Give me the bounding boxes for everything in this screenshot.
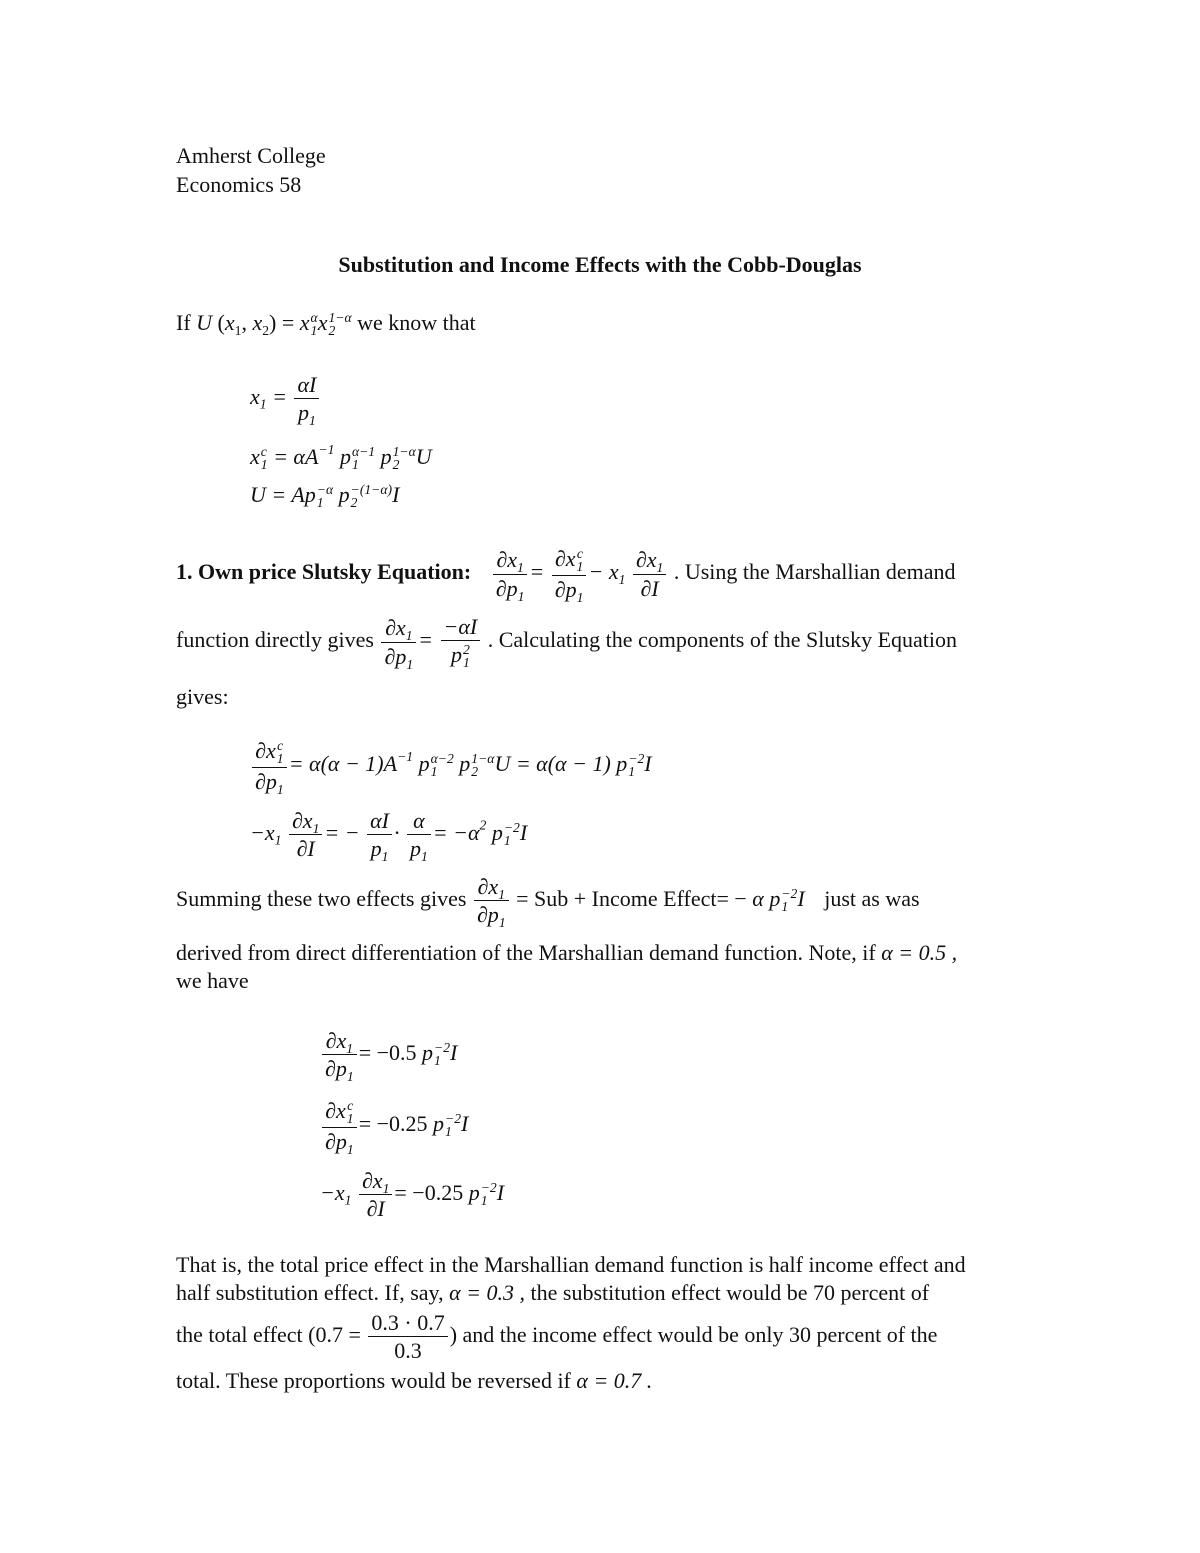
conclusion-line-2 [176, 1280, 929, 1306]
conclusion-3-suffix: ) and the income effect would be only 30 percent of the [449, 1321, 938, 1347]
institution: Amherst College [176, 143, 326, 168]
alpha-half-value: α = 0.5 , [881, 940, 958, 965]
conclusion-2-prefix: half substitution effect. If, say, [176, 1280, 444, 1305]
sub-income-text: = Sub + Income Effect= − [516, 885, 747, 911]
substitution-effect-half: ∂x c 1 $\partial p_1$ = −0.25 p −2 1 I [320, 1098, 468, 1154]
indirect-utility-equation: U = Ap −α 1 p −(1−α) 2 I [250, 482, 400, 510]
derived-line [176, 940, 957, 966]
direct-derivative-line [176, 614, 957, 670]
summing-prefix: Summing these two effects gives [176, 885, 467, 911]
slutsky-line [176, 546, 956, 605]
slutsky-after-text: . Using the Marshallian demand [673, 559, 956, 585]
substitution-effect-equation: ∂x c 1 $\partial p_1$ = $\alpha(\alpha - 1)A^{-1}$ p α−2 1 p 1−α 2 U = α(α − 1) p −2 1 I [250, 738, 652, 794]
document-title: Substitution and Income Effects with the Cobb-Douglas [338, 252, 862, 277]
income-effect-equation: $-x_1$ $\frac{\partial x_1}{\partial I}$ = − $\frac{\alpha I}{p_1}$ · $\frac{\alpha}{p_1}$ = $-\alpha^2$ p −2 1 I [250, 808, 528, 865]
direct-prefix: function directly gives [176, 627, 374, 653]
intro-line: If U ($x_1$, $x_2) = x$ α 1 x 1−α 2 we know that [176, 310, 476, 338]
intro-suffix: we know that [357, 310, 476, 335]
compensated-demand-equation: x c 1 = $\alpha A^{-1}$ p α−1 1 p 1−α 2 U [250, 441, 432, 472]
conclusion-line-3 [176, 1310, 937, 1364]
summing-suffix: just as was [824, 885, 920, 911]
conclusion-line-1: That is, the total price effect in the Marshallian demand function is half income effect and [176, 1252, 966, 1277]
alpha-07-value: α = 0.7 . [576, 1368, 653, 1393]
intro-prefix: If [176, 310, 191, 335]
section1-heading: 1. Own price Slutsky Equation: [176, 559, 472, 585]
marshallian-demand-equation: $x_1$ = $\frac{\alpha I}{p_1}$ [250, 372, 321, 426]
conclusion-3-prefix: the total effect ( [176, 1321, 316, 1347]
derived-text: derived from direct differentiation of the Marshallian demand function. Note, if [176, 940, 876, 965]
conclusion-line-4 [176, 1368, 652, 1394]
fraction-lhs: 0.7 = [315, 1321, 361, 1347]
conclusion-4-prefix: total. These proportions would be reversed if [176, 1368, 571, 1393]
summing-line: Summing these two effects gives $\frac{\partial x_1}{\partial p_1}$ = Sub + Income Effect= − α p −2 1 I just as was [176, 874, 920, 931]
percent-fraction: $\frac{0.3 \cdot 0.7}{0.3}$ [368, 1310, 447, 1364]
substitution-coefficient: = −0.25 [358, 1111, 428, 1137]
conclusion-2-suffix: the substitution effect would be 70 percent of [530, 1280, 930, 1305]
gives-text: gives: [176, 684, 229, 709]
we-have-text: we have [176, 968, 249, 993]
summing-equation: $\frac{\partial x_1}{\partial p_1}$ [472, 886, 516, 911]
slutsky-equation: $\frac{\partial x_1}{\partial p_1}$ = ∂x c 1 $\partial p_1$ − $x_1$ $\frac{\partial x_1}{\partial I}$ [491, 559, 674, 584]
total-effect-coefficient: = −0.5 [358, 1039, 417, 1065]
course-name: Economics 58 [176, 172, 302, 197]
direct-derivative-equation: $\frac{\partial x_1}{\partial p_1}$ = −αI p 2 1 [379, 627, 487, 652]
income-coefficient: = −0.25 [394, 1179, 464, 1205]
utility-function: U [196, 310, 213, 335]
total-effect-half: $\frac{\partial x_1}{\partial p_1}$ = −0.5 p −2 1 I [320, 1028, 457, 1082]
income-effect-half: $-x_1$ $\frac{\partial x_1}{\partial I}$ = −0.25 p −2 1 I [320, 1168, 505, 1222]
direct-suffix: . Calculating the components of the Slutsky Equation [487, 627, 957, 653]
alpha-03-value: α = 0.3 , [449, 1280, 526, 1305]
